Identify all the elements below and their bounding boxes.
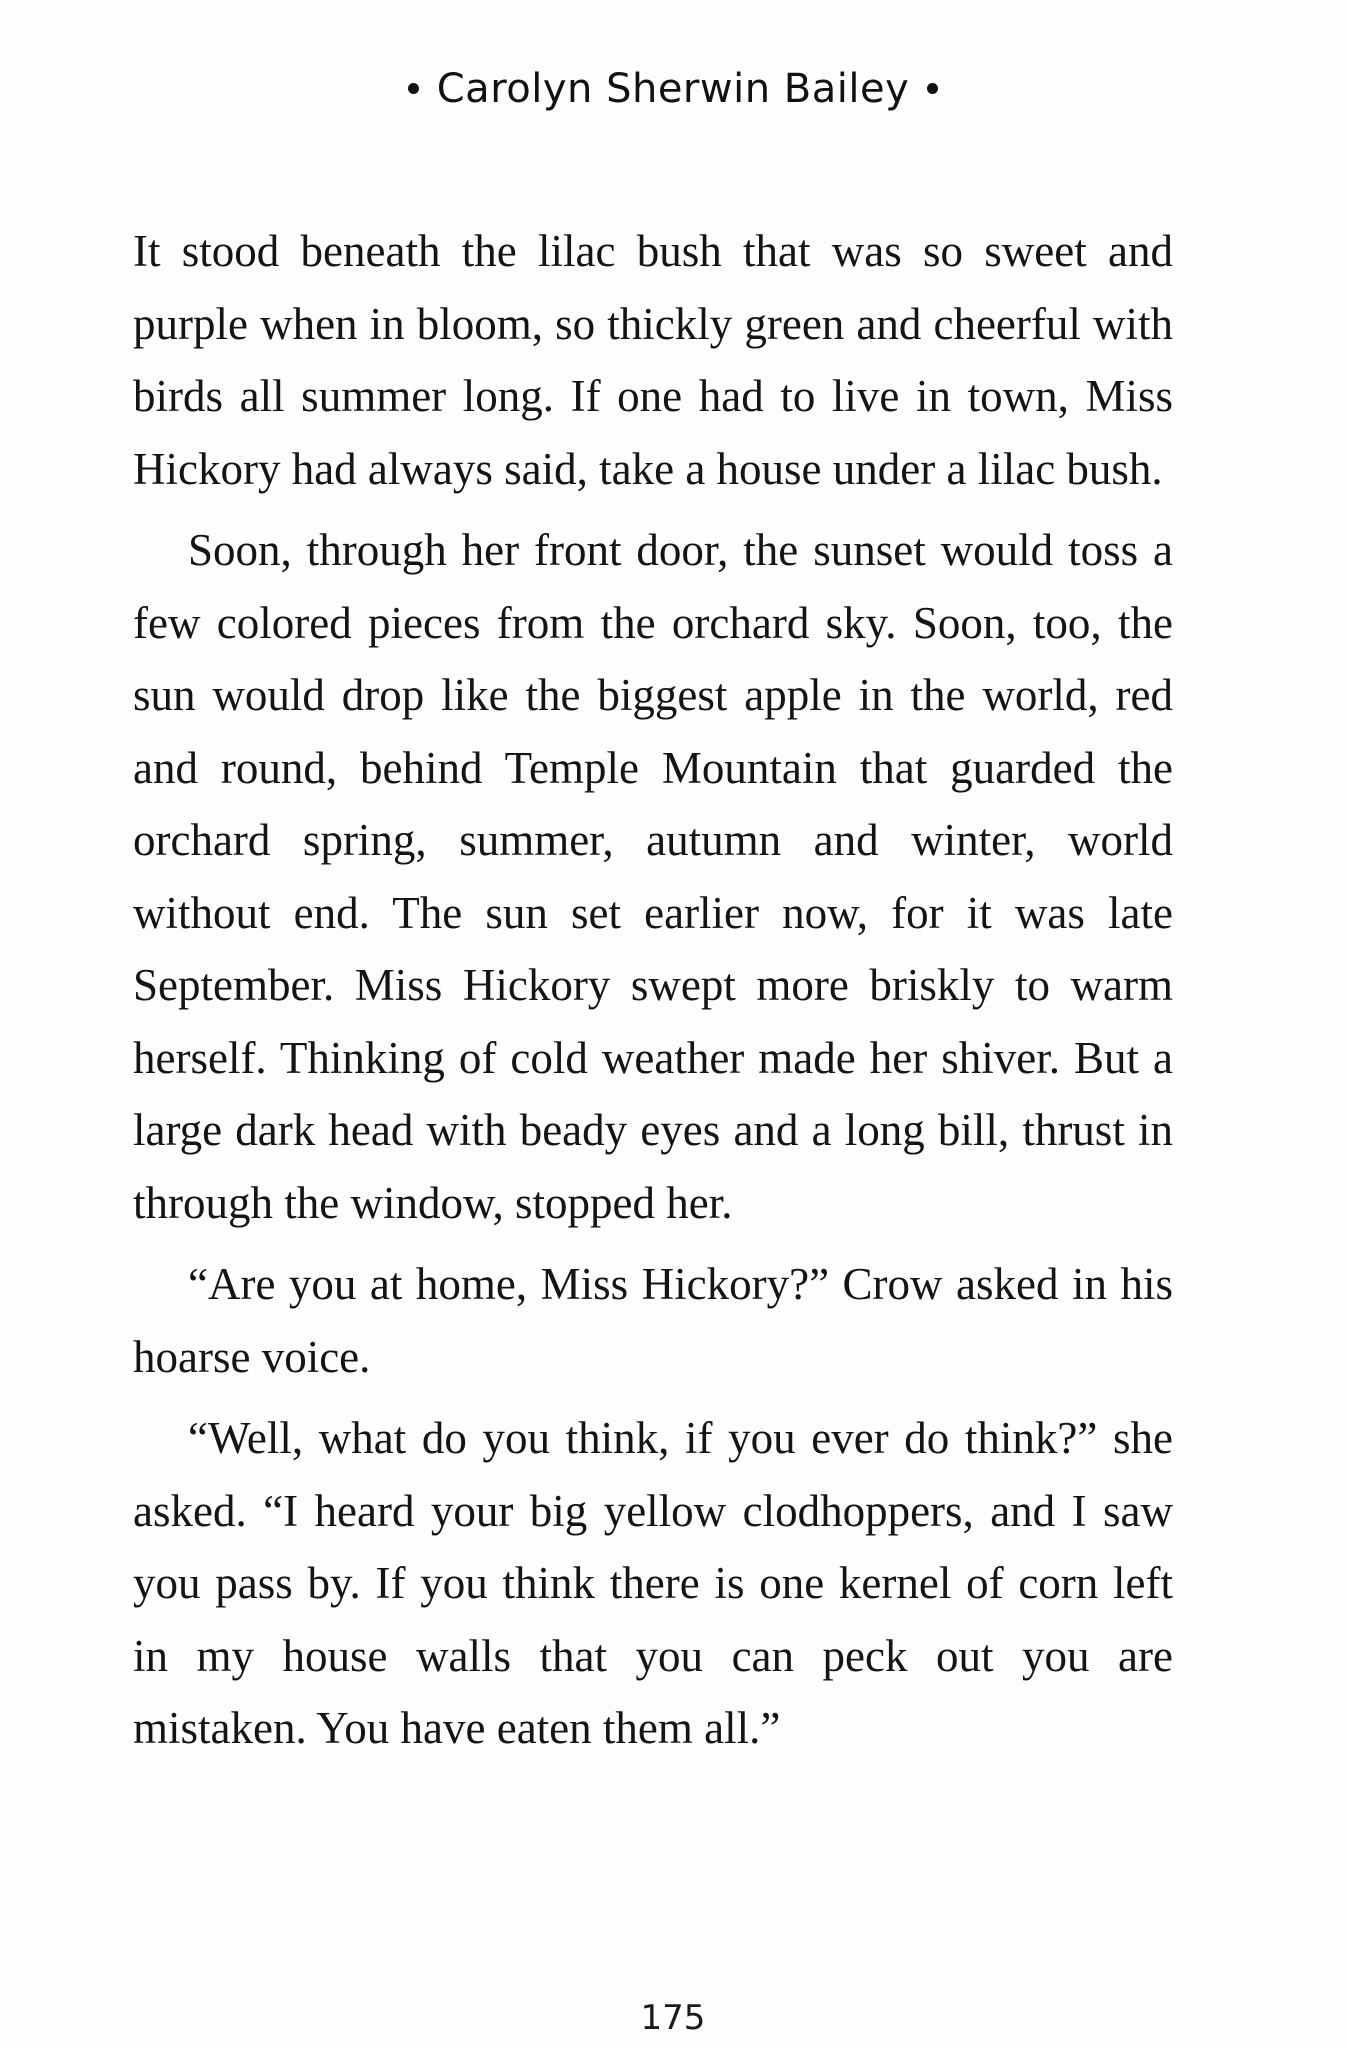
paragraph-3: “Are you at home, Miss Hickory?” Crow asked in his hoarse voice.: [133, 1259, 1173, 1382]
paragraph-1: It stood beneath the lilac bush that was so sweet and purple when in bloom, so thickly green and cheerful with birds all summer long. If one had to live in town, Miss Hickory had always said, take a house under a lilac bush.: [133, 226, 1173, 494]
page-number: 175: [640, 1998, 706, 2038]
bullet-ornament-left: [408, 83, 419, 94]
running-head: [0, 66, 1346, 112]
body-text: [133, 215, 1173, 1774]
paragraph-2: Soon, through her front door, the sunset would toss a few colored pieces from the orchard sky. Soon, too, the sun would drop like the biggest apple in the world, red and round, behind Temple Mountain that guarded the orchard spring, summer, autumn and winter, world without end. The sun set earlier now, for it was late September. Miss Hickory swept more briskly to warm herself. Thinking of cold weather made her shiver. But a large dark head with beady eyes and a long bill, thrust in through the window, stopped her.: [133, 525, 1173, 1228]
paragraph-4: “Well, what do you think, if you ever do think?” she asked. “I heard your big yellow clodhoppers, and I saw you pass by. If you think there is one kernel of corn left in my house walls that you can peck out you are mistaken. You have eaten them all.”: [133, 1413, 1173, 1753]
bullet-ornament-right: [927, 83, 938, 94]
running-head-author: Carolyn Sherwin Bailey: [436, 66, 910, 112]
